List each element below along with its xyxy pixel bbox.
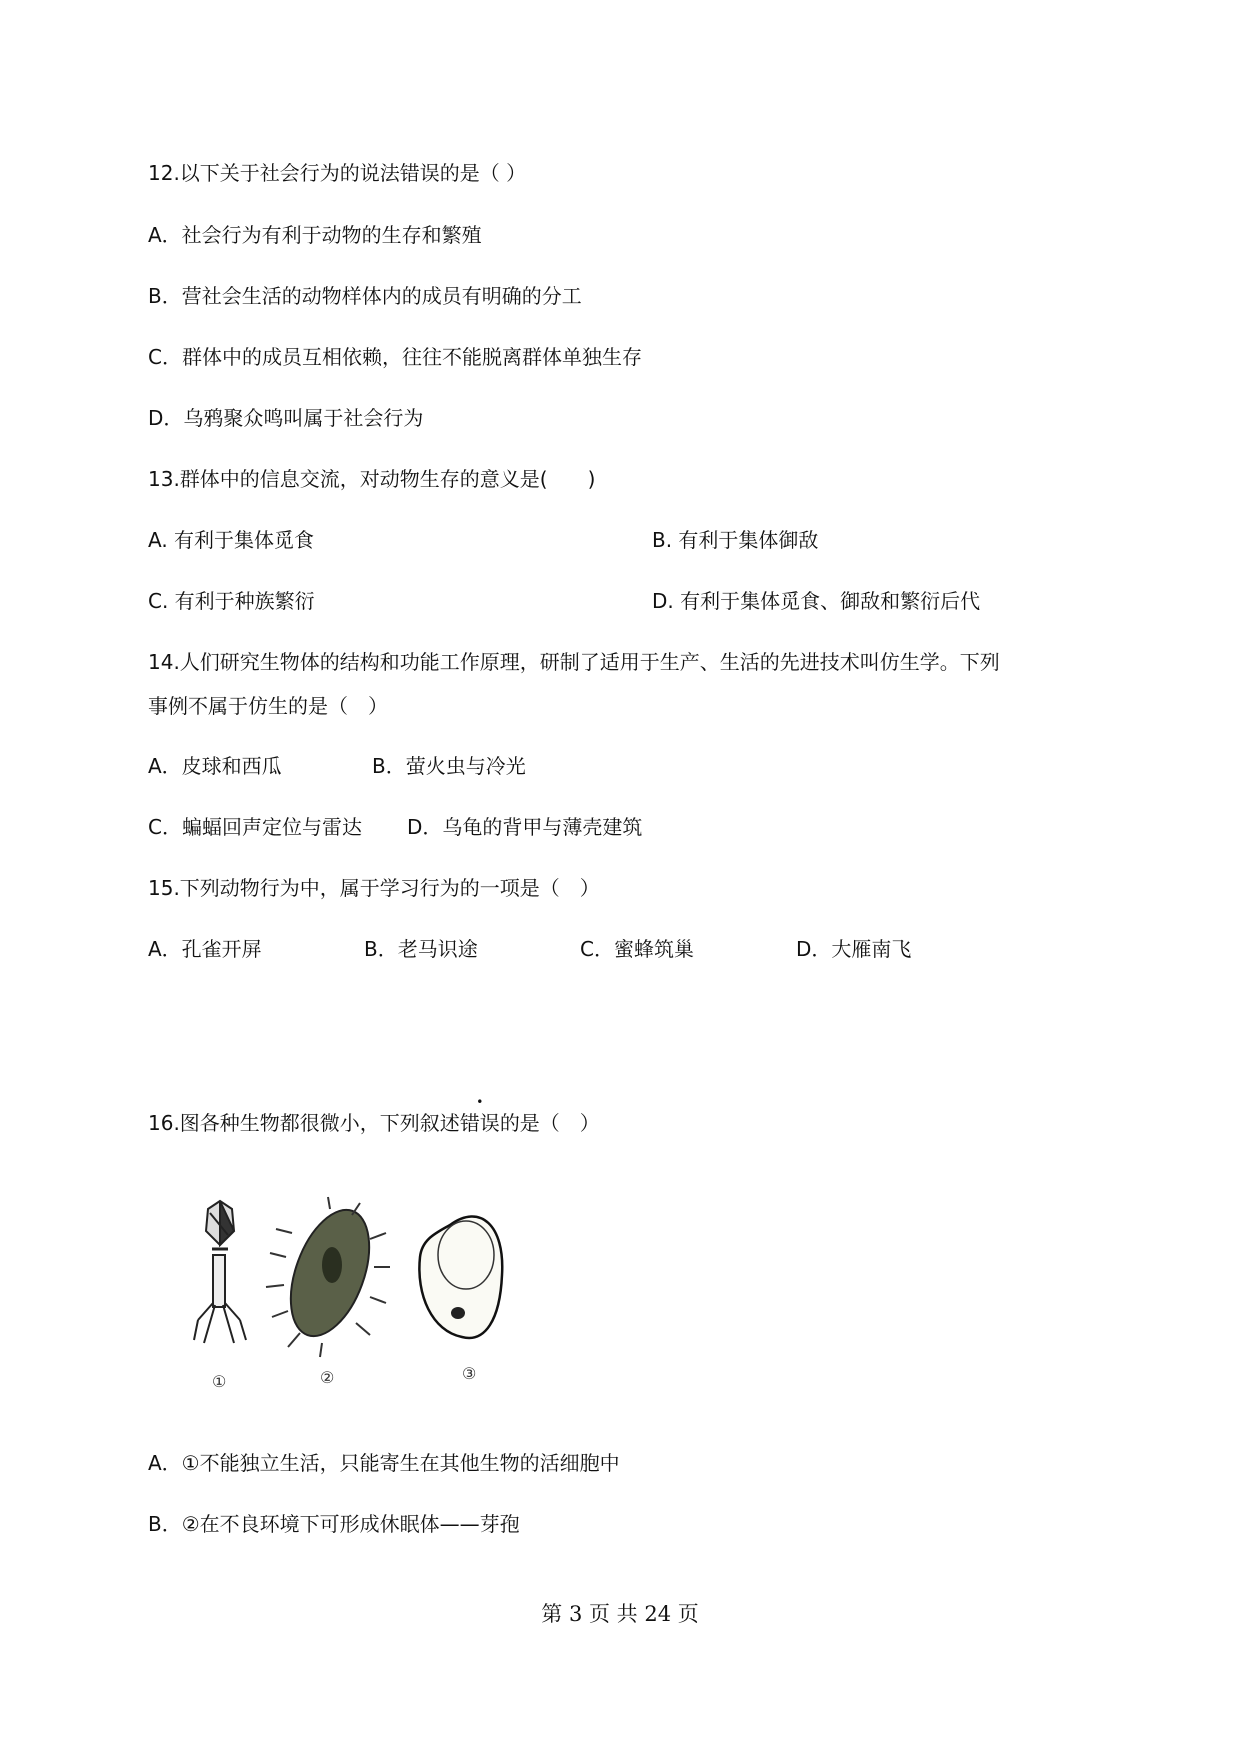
question-13-option-b: B. 有利于集体御敌 — [652, 528, 819, 552]
question-15-option-d: D．大雁南飞 — [796, 937, 912, 961]
question-14-option-a: A．皮球和西瓜 — [148, 754, 282, 778]
question-14-stem-line1: 14.人们研究生物体的结构和功能工作原理，研制了适用于生产、生活的先进技术叫仿生学。下列 — [148, 650, 1000, 674]
yeast-cell-illustration — [419, 1216, 502, 1337]
question-13-stem: 13.群体中的信息交流，对动物生存的意义是( ) — [148, 467, 596, 491]
question-12-stem: 12.以下关于社会行为的说法错误的是（ ） — [148, 161, 527, 185]
question-16-option-b: B．②在不良环境下可形成休眠体——芽孢 — [148, 1512, 520, 1536]
microorganism-figure — [180, 1195, 550, 1395]
figure-label-3: ③ — [462, 1364, 477, 1383]
question-15-stem: 15.下列动物行为中，属于学习行为的一项是（ ） — [148, 876, 600, 900]
question-16-option-a: A．①不能独立生活，只能寄生在其他生物的活细胞中 — [148, 1451, 620, 1475]
figure-label-1: ① — [212, 1372, 227, 1391]
figure-label-2: ② — [320, 1368, 335, 1387]
bacterium-illustration — [266, 1197, 390, 1357]
question-13-option-c: C. 有利于种族繁衍 — [148, 589, 315, 613]
bacteriophage-illustration — [194, 1201, 246, 1343]
question-12-option-c: C．群体中的成员互相依赖，往往不能脱离群体单独生存 — [148, 345, 642, 369]
question-16-stem-after: 的是（ ） — [499, 1111, 600, 1135]
question-13-option-a: A. 有利于集体觅食 — [148, 528, 315, 552]
question-14-option-b: B．萤火虫与冷光 — [372, 754, 526, 778]
question-16-stem — [148, 1110, 600, 1136]
question-12-option-d: D．乌鸦聚众鸣叫属于社会行为 — [148, 406, 424, 430]
question-13-option-d: D. 有利于集体觅食、御敌和繁衍后代 — [652, 589, 981, 613]
question-12-option-b: B．营社会生活的动物样体内的成员有明确的分工 — [148, 284, 582, 308]
question-15-option-a: A．孔雀开屏 — [148, 937, 262, 961]
question-14-stem-line2: 事例不属于仿生的是（ ） — [148, 694, 388, 718]
page-footer: 第 3 页 共 24 页 — [541, 1602, 699, 1626]
question-16-emphasis: 错误 — [459, 1111, 500, 1135]
question-14-option-c: C．蝙蝠回声定位与雷达 — [148, 815, 362, 839]
question-15-option-b: B．老马识途 — [364, 937, 478, 961]
question-16-stem-before: 16.图各种生物都很微小，下列叙述 — [148, 1111, 460, 1135]
question-12-option-a: A．社会行为有利于动物的生存和繁殖 — [148, 223, 482, 247]
question-14-option-d: D．乌龟的背甲与薄壳建筑 — [407, 815, 643, 839]
question-15-option-c: C．蜜蜂筑巢 — [580, 937, 694, 961]
